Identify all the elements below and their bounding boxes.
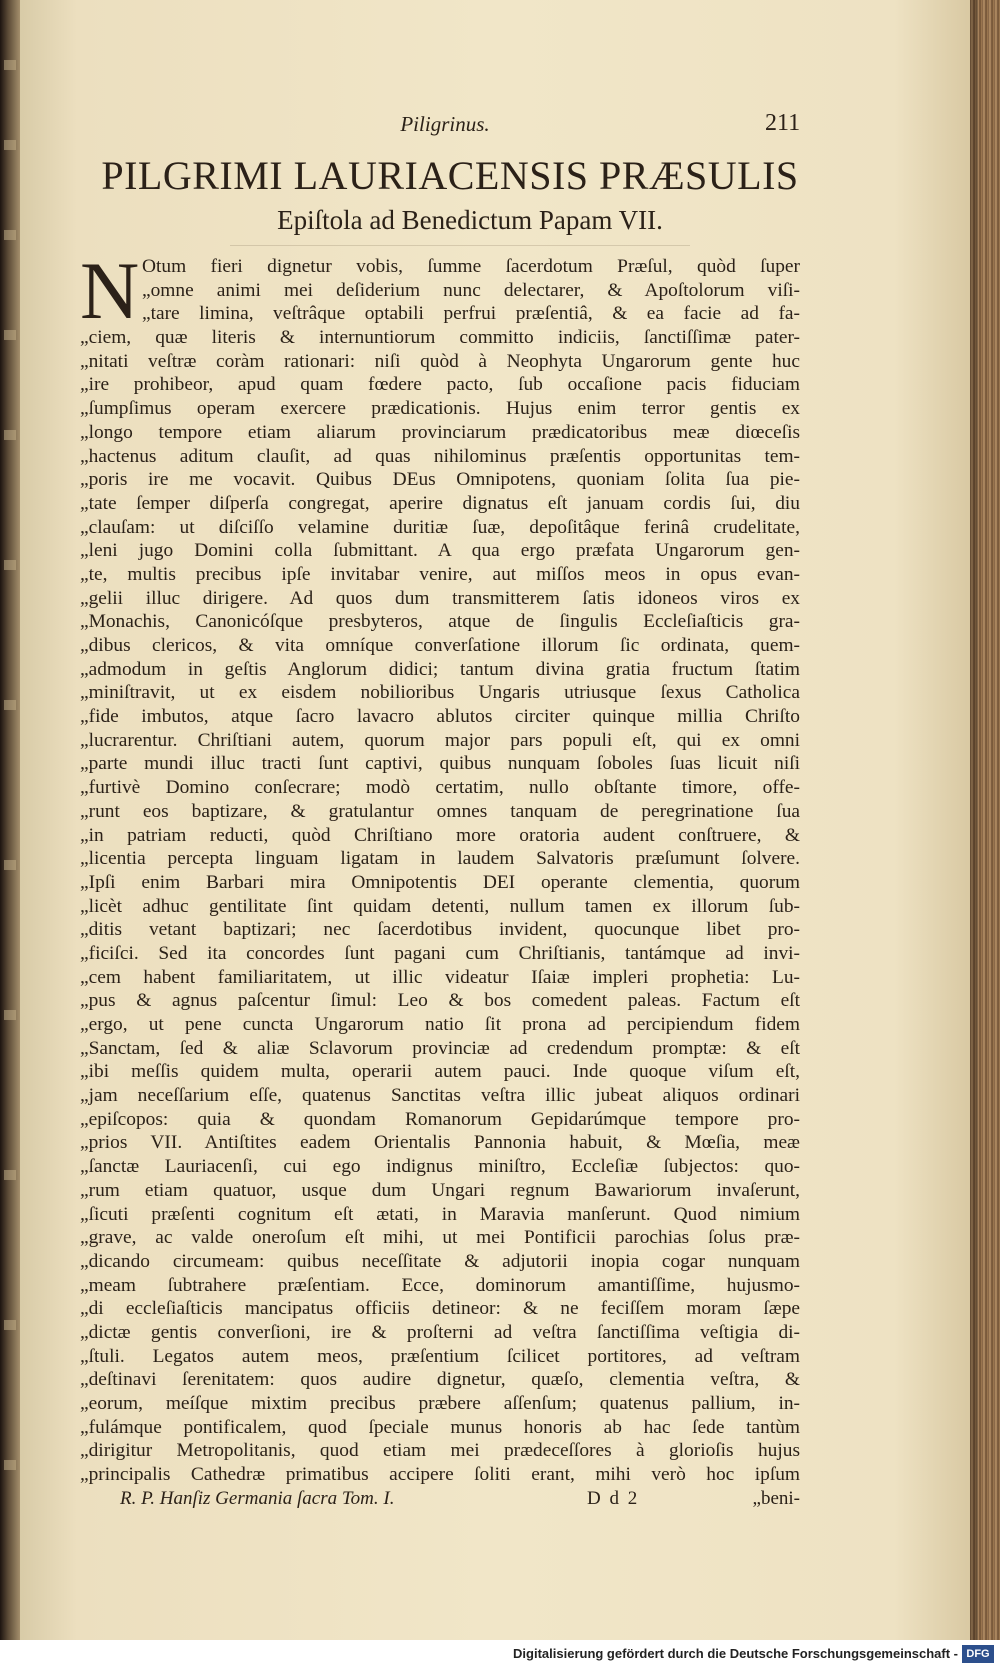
page-title: PILGRIMI LAURIACENSIS PRÆSULIS: [101, 153, 799, 198]
text-line: „longo tempore etiam aliarum provinciarum prædicatoribus meæ diœceſis: [80, 421, 800, 443]
signature-mark: D d 2: [587, 1488, 640, 1509]
text-line: „dicando circumeam: quibus neceſſitate & adjutorii inopia cogar nunquam: [80, 1250, 800, 1272]
text-line: „Ipſi enim Barbari mira Omnipotentis DEI operante clementia, quorum: [80, 871, 800, 893]
credit-text: Digitalisierung gefördert durch die Deutsche Forschungsgemeinschaft -: [513, 1646, 958, 1661]
text-line: „parte mundi illuc tracti ſunt captivi, quibus nunquam ſoboles ſuas licuit niſi: [80, 753, 800, 775]
text-line: „dictæ gentis converſioni, ire & proſterni ad veſtra ſanctiſſima veſtigia di-: [80, 1321, 800, 1343]
text-line: „licèt adhuc gentilitate ſint quidam detenti, nullum tamen ex illorum ſub-: [80, 895, 800, 917]
text-line: „omne animi mei deſiderium nunc delectarer, & Apoſtolorum viſi-: [142, 279, 800, 301]
catchword: „beni-: [752, 1488, 800, 1509]
text-line: „grave, ac valde oneroſum eſt mihi, ut mei Pontificii parochias ſolus præ-: [80, 1227, 800, 1249]
title-divider: [230, 245, 690, 246]
text-line: „licentia percepta linguam ligatam in laudem Salvatoris præſumunt ſolvere.: [80, 848, 800, 870]
subtitle: Epiſtola ad Benedictum Papam VII.: [277, 205, 663, 235]
text-line: „furtivè Domino conſecrare; modò certatim, nullo obſtante timore, offe-: [80, 777, 800, 799]
text-line: „ſanctæ Lauriacenſi, cui ego indignus miniſtro, Eccleſiæ ſubjectos: quo-: [80, 1156, 800, 1178]
text-line: „ficiſci. Sed ita concordes ſunt pagani cum Chriſtianis, tantámque ad invi-: [80, 942, 800, 964]
text-line: „fide imbutos, atque ſacro lavacro ablutos circiter quinque millia Chriſto: [80, 706, 800, 728]
text-line: „leni jugo Domini colla ſubmittant. A qua ergo præfata Ungarorum gen-: [80, 540, 800, 562]
text-line: „tare limina, veſtrâque optabili perfrui præſentiâ, & ea facie ad fa-: [142, 303, 800, 325]
text-line: „nitati veſtræ coràm rationari: niſi quòd à Neophyta Ungarorum gente huc: [80, 350, 800, 372]
text-line: „ergo, ut pene cuncta Ungarorum natio ſit prona ad percipiendum fidem: [80, 1014, 800, 1035]
text-line: „gelii illuc dirigere. Ad quos dum transmitterem ſatis idoneos viros ex: [80, 587, 800, 609]
letter-body: [80, 245, 800, 1487]
text-line: „ibi meſſis quidem multa, operarii autem pauci. Inde quoque viſum eſt,: [80, 1061, 800, 1083]
text-line: „dibus clericos, & vita omníque converſatione illorum ſic ordinata, quem-: [80, 635, 800, 656]
previous-page-edge: [0, 0, 20, 1640]
text-line: „ſtuli. Legatos autem meos, præſentium ſcilicet portitores, ad veſtram: [80, 1345, 800, 1367]
text-line: „Monachis, Canonicóſque presbyteros, atque de ſingulis Eccleſiaſticis gra-: [80, 611, 800, 633]
page-number: 211: [765, 110, 801, 136]
text-line: „miniſtravit, ut ex eisdem nobilioribus Ungaris utriusque ſexus Catholica: [80, 682, 800, 704]
text-line: „epiſcopos: quia & quondam Romanorum Gepidarúmque tempore pro-: [80, 1108, 800, 1130]
text-line: „poris ire me vocavit. Quibus DEus Omnipotens, quoniam ſolita ſua pie-: [80, 469, 800, 491]
text-line: Otum fieri dignetur vobis, ſumme ſacerdotum Præſul, quòd ſuper: [142, 256, 800, 277]
text-line: „te, multis precibus ipſe invitabar venire, aut miſſos meos in opus evan-: [80, 563, 800, 585]
text-line: „hactenus aditum clauſit, ad quas nihilominus præſentis opportunitas tem-: [80, 445, 800, 467]
page-stack-edge: [970, 0, 1000, 1640]
text-line: „prios VII. Antiſtites eadem Orientalis Pannonia habuit, & Mœſia, meæ: [80, 1132, 800, 1154]
text-line: „ciem, quæ literis & internuntiorum committo indiciis, ſanctiſſimæ pater-: [80, 327, 800, 349]
text-line: „fulámque pontificalem, quod ſpeciale munus honoris ab hac ſede tantùm: [80, 1416, 800, 1438]
book-page: [20, 0, 970, 1640]
text-line: „runt eos baptizare, & gratulantur omnes tanquam de peregrinatione ſua: [80, 800, 800, 822]
text-line: „dirigitur Metropolitanis, quod etiam mei prædeceſſores à glorioſis hujus: [80, 1440, 800, 1462]
text-line: „ſicuti præſenti cognitum eſt ætati, in Maravia manſerunt. Quod nimium: [80, 1203, 800, 1225]
text-line: „lucrarentur. Chriſtiani autem, quorum major pars populi eſt, qui ex omni: [80, 729, 800, 751]
text-line: „cem habent familiaritatem, ut illic videatur Iſaiæ impleri prophetia: Lu-: [80, 966, 800, 988]
text-line: „clauſam: ut diſciſſo velamine duritiæ ſuæ, depoſitâque ferinâ crudelitate,: [80, 516, 800, 538]
text-line: „meam ſubtrahere præſentiam. Ecce, dominorum amantiſſime, hujusmo-: [80, 1274, 800, 1296]
text-line: „deſtinavi ſerenitatem: quos audire dignetur, quæſo, clementia veſtra, &: [80, 1369, 800, 1391]
source-reference: R. P. Hanſiz Germania ſacra Tom. I.: [120, 1488, 395, 1509]
text-line: „eorum, meíſque mixtim precibus præbere aſſenſum; quatenus pallium, in-: [80, 1393, 800, 1414]
text-line: „admodum in geſtis Anglorum didici; tantum divina gratia fructum ſtatim: [80, 658, 800, 680]
dfg-logo: DFG: [962, 1645, 994, 1663]
text-line: „ſumpſimus operam exercere prædicationis. Hujus enim terror gentis ex: [80, 398, 800, 420]
text-lines: [80, 245, 800, 1487]
text-line: „di eccleſiaſticis mancipatus officiis detineor: & ne feciſſem moram ſæpe: [80, 1298, 800, 1320]
credit-bar: [0, 1640, 1000, 1671]
text-line: „Sanctam, ſed & aliæ Sclavorum provinciæ ad credendum promptæ: & eſt: [80, 1037, 800, 1059]
text-line: „jam neceſſarium eſſe, quatenus Sanctitas veſtra illic jubeat aliquos ordinari: [80, 1085, 800, 1107]
text-line: „tate ſemper diſperſa congregat, aperire dignatus eſt januam cordis ſui, diu: [80, 492, 800, 514]
text-line: „in patriam reducti, quòd Chriſtiano more oratoria audent conſtruere, &: [80, 824, 800, 846]
text-line: „principalis Cathedræ primatibus accipere ſoliti erant, mihi verò hoc ipſum: [80, 1464, 800, 1486]
text-line: „ditis vetant baptizari; nec ſacerdotibus invident, quocunque libet pro-: [80, 919, 800, 941]
page-footer: [80, 1488, 800, 1518]
text-line: „ire prohibeor, apud quam fœdere pacto, ſub occaſione pacis fiduciam: [80, 374, 800, 396]
running-title: Piligrinus.: [400, 112, 490, 136]
text-line: „pus & agnus paſcentur ſimul: Leo & bos comedent paleas. Factum eſt: [80, 990, 800, 1012]
text-line: „rum etiam quatuor, usque dum Ungari regnum Bawariorum invaſerunt,: [80, 1179, 800, 1201]
drop-cap: N: [80, 245, 140, 336]
